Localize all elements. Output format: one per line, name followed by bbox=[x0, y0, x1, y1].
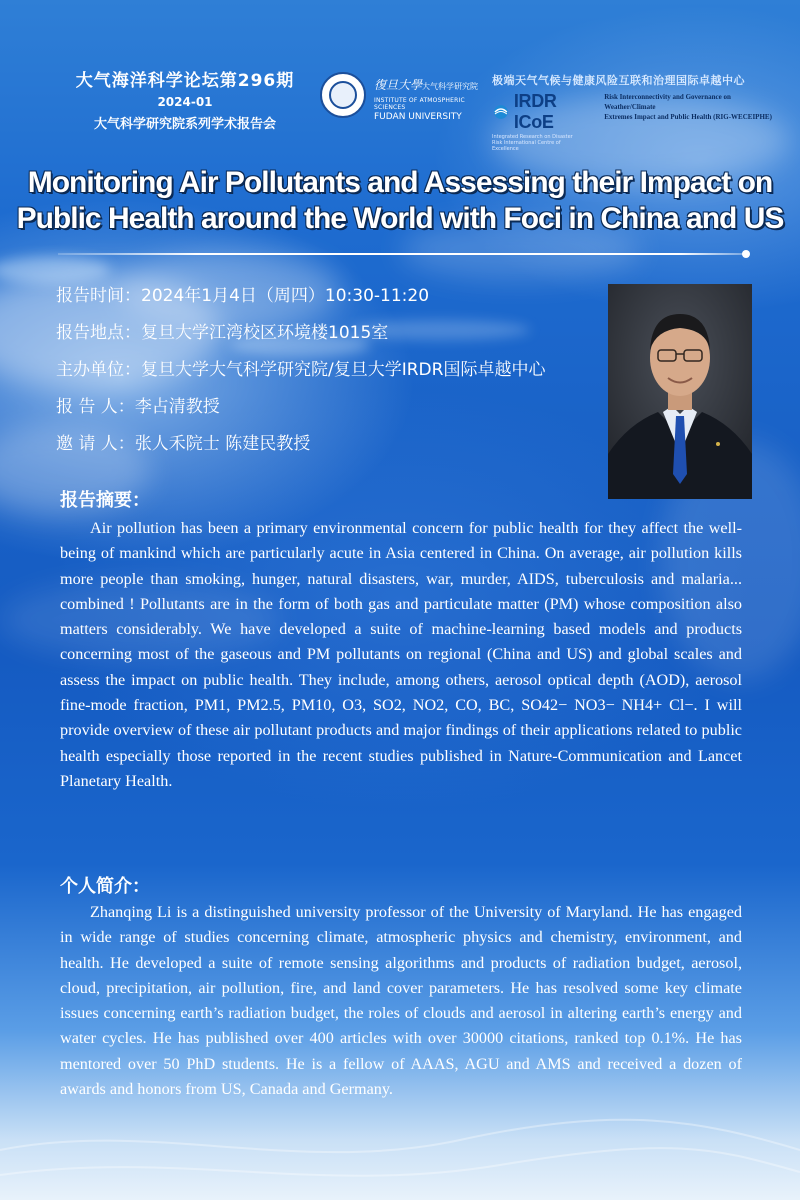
irdr-logo-sub: Integrated Research on Disaster Risk International Centre of Excellence bbox=[492, 134, 573, 152]
info-place bbox=[56, 320, 596, 357]
info-speaker bbox=[56, 394, 596, 431]
host-value: 复旦大学大气科学研究院/复旦大学IRDR国际卓越中心 bbox=[141, 360, 546, 380]
speaker-value: 李占清教授 bbox=[134, 397, 220, 417]
speaker-portrait bbox=[608, 284, 752, 499]
place-value: 复旦大学江湾校区环境楼1015室 bbox=[141, 323, 389, 343]
irdr-logo-text: IRDR ICoE bbox=[513, 91, 557, 132]
forum-header bbox=[50, 66, 320, 132]
talk-title-line1: Monitoring Air Pollutants and Assessing their Impact on bbox=[27, 166, 773, 199]
time-label: 报告时间： bbox=[56, 286, 141, 306]
title-divider bbox=[58, 253, 748, 255]
fudan-logo bbox=[374, 76, 484, 122]
bio-heading: 个人简介： bbox=[60, 876, 150, 897]
irdr-logo-icon bbox=[492, 104, 510, 120]
bio-text: Zhanqing Li is a distinguished university professor of the University of Maryland. He has engaged in wide range of studies concerning climate, atmospheric physics and chemistry, environment, and health. He developed a suite of remote sensing algorithms and products of radiation budget, aerosol, cloud, precipitation, air pollution, fire, and land cover parameters. He has resolved some key climate issues concerning earth’s radiation budget, the roles of clouds and aerosol in altering earth’s energy and water cycles. He has published over 400 articles with over 30000 citations, ranked top 0.1%. He has mentored over 50 PhD students. He is a fellow of AAAS, AGU and AMS and received a dozen of awards and honors from US, Canada and Germany. bbox=[60, 903, 742, 1099]
university-seal-icon bbox=[320, 72, 366, 118]
irdr-desc-line2: Extremes Impact and Public Health (RIG-WECEIPHE) bbox=[604, 113, 772, 121]
talk-title-line2: Public Health around the World with Foci in China and US bbox=[16, 202, 784, 235]
abstract-heading: 报告摘要： bbox=[60, 490, 150, 511]
series-line: 大气科学研究院系列学术报告会 bbox=[93, 117, 276, 132]
irdr-desc-line1: Risk Interconnectivity and Governance on Weather/Climate bbox=[604, 93, 731, 111]
talk-title bbox=[0, 165, 800, 237]
speaker-label: 报 告 人： bbox=[56, 397, 135, 417]
inviter-label: 邀 请 人： bbox=[56, 434, 135, 454]
abstract-text: Air pollution has been a primary environmental concern for public health for they affect the well-being of mankind which are particularly acute in Asia centered in China. On average, air pollution kills more people than smoking, hunger, natural disasters, war, murder, AIDS, tuberculosis and malaria... combined ! Pollutants are in the form of both gas and particulate matter (PM) whose composition also matters considerably. We have developed a suite of machine-learning based models and products concerning most of the gaseous and PM pollutants on regional (China and US) and global scales and assess the impact on public health. They include, among others, aerosol optical depth (AOD), aerosol fine-mode fraction, PM1, PM2.5, PM10, O3, SO2, NO2, CO, BC, SO42− NO3− NH4+ Cl−. I will provide overview of these air pollutant products and major findings of their applications related to public health especially those reported in the recent studies published in Nature-Communication and Lancet Planetary Health. bbox=[60, 519, 742, 790]
place-label: 报告地点： bbox=[56, 323, 141, 343]
institute-en: INSTITUTE OF ATMOSPHERIC SCIENCES bbox=[374, 97, 465, 111]
irdr-title-cn: 极端天气气候与健康风险互联和治理国际卓越中心 bbox=[492, 74, 745, 87]
date-line: 2024-01 bbox=[157, 95, 213, 109]
institute-cn: 大气科学研究院 bbox=[422, 82, 479, 91]
info-host bbox=[56, 357, 596, 394]
irdr-logo-block bbox=[492, 72, 782, 152]
inviter-value: 张人禾院士 陈建民教授 bbox=[134, 434, 311, 454]
fudan-calligraphy: 復旦大學 bbox=[374, 78, 423, 92]
talk-info bbox=[56, 283, 596, 468]
forum-line: 大气海洋科学论坛第296期 bbox=[75, 71, 295, 91]
time-value: 2024年1月4日（周四）10:30-11:20 bbox=[141, 286, 430, 306]
info-time bbox=[56, 283, 596, 320]
info-inviter bbox=[56, 431, 596, 468]
university-en: FUDAN UNIVERSITY bbox=[374, 112, 462, 122]
host-label: 主办单位： bbox=[56, 360, 141, 380]
